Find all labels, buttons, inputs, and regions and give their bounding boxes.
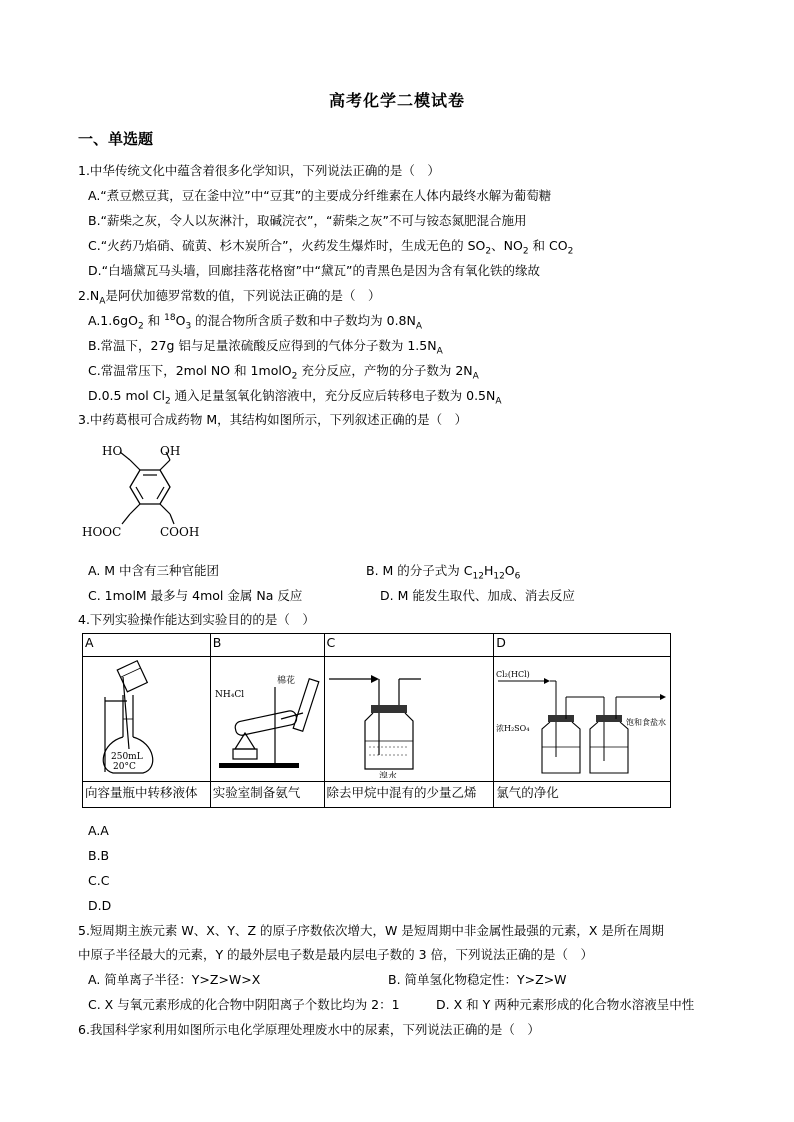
question-1-option-b: B.“薪柴之灰，令人以灰淋汁，取碱浣衣”，“薪柴之灰”不可与铵态氮肥混合施用 xyxy=(88,213,527,228)
cotton-label: 棉花 xyxy=(276,676,295,686)
apparatus-c-bromine-water xyxy=(324,657,494,782)
section-heading: 一、单选题 xyxy=(78,130,154,148)
experiment-table-header-row xyxy=(83,634,671,657)
question-1-option-c: C.“火药乃焰硝、硫黄、杉木炭所合”，火药发生爆炸时，生成无色的 $SO_2$、$NO_2$ 和 $CO_2$ xyxy=(88,238,574,257)
experiment-table xyxy=(82,633,671,808)
question-3-options-row-1 xyxy=(88,562,728,580)
molecule-m-structure xyxy=(80,440,220,540)
question-1-option-d: D.“白墙黛瓦马头墙，回廊挂落花格窗”中“黛瓦”的青黑色是因为含有氧化铁的缘故 xyxy=(88,263,541,278)
question-2-option-c: C.常温常压下，2mol NO 和 1molO$_2$ 充分反应，产物的分子数为 $2N_A$ xyxy=(88,363,479,382)
apparatus-a-volumetric-flask xyxy=(83,657,211,782)
caption-d: 氯气的净化 xyxy=(494,782,671,808)
question-3-option-c: C. 1molM 最多与 4mol 金属 Na 反应 xyxy=(88,588,303,603)
question-2-option-a: $A.1.6gO_2$ 和 $^{18}O_3$ 的混合物所含质子数和中子数均为 $0.8N_A$ xyxy=(88,312,423,332)
question-3-options-row-2 xyxy=(88,587,728,605)
molecule-label-oh: OH xyxy=(160,444,181,458)
molecule-label-cooh: COOH xyxy=(160,525,200,539)
question-3-stem: 3.中药葛根可合成药物 M，其结构如图所示，下列叙述正确的是（ ） xyxy=(78,412,468,427)
nh4cl-label: NH₄Cl xyxy=(214,690,244,700)
caption-b: 实验室制备氨气 xyxy=(210,782,324,808)
question-5-option-b: B. 简单氢化物稳定性：Y>Z>W xyxy=(388,972,567,987)
question-5-stem-line-2: 中原子半径最大的元素，Y 的最外层电子数是最内层电子数的 3 倍，下列说法正确的是（ ） xyxy=(78,947,594,962)
question-2-option-b: B.常温下，27g 铝与足量浓硫酸反应得到的气体分子数为 $1.5N_A$ xyxy=(88,338,443,357)
question-4-option-b: B.B xyxy=(88,848,110,863)
question-5-stem-line-1: 5.短周期主族元素 W、X、Y、Z 的原子序数依次增大，W 是短周期中非金属性最强的元素，X 是所在周期 xyxy=(78,923,664,938)
apparatus-b-ammonia xyxy=(210,657,324,782)
question-2-option-d: D.0.5 mol $Cl_2$ 通入足量氢氧化钠溶液中，充分反应后转移电子数为 $0.5N_A$ xyxy=(88,388,502,407)
table-header-c: C xyxy=(324,634,494,657)
chlorine-hcl-label: Cl₂(HCl) xyxy=(496,670,531,679)
question-5-option-a: A. 简单离子半径：Y>Z>W>X xyxy=(88,972,261,987)
molecule-label-ho: HO xyxy=(102,444,123,458)
question-6-stem: 6.我国科学家利用如图所示电化学原理处理废水中的尿素，下列说法正确的是（ ） xyxy=(78,1022,540,1037)
question-4-option-d: D.D xyxy=(88,898,112,913)
question-2-stem: $2.N_A$是阿伏加德罗常数的值，下列说法正确的是（ ） xyxy=(78,288,381,307)
question-5-option-d: D. X 和 Y 两种元素形成的化合物水溶液呈中性 xyxy=(436,997,695,1012)
bromine-water-label: 溴水 xyxy=(378,772,397,778)
question-1-stem: 1.中华传统文化中蕴含着很多化学知识，下列说法正确的是（ ） xyxy=(78,163,440,178)
question-3-option-a: A. M 中含有三种官能团 xyxy=(88,563,220,578)
apparatus-d-chlorine-purification xyxy=(494,657,671,782)
question-5-options-row-2 xyxy=(88,996,728,1014)
question-5-option-c: C. X 与氧元素形成的化合物中阴阳离子个数比均为 2：1 xyxy=(88,997,400,1012)
experiment-table-caption-row xyxy=(83,782,671,808)
question-4-option-c: C.C xyxy=(88,873,110,888)
caption-c: 除去甲烷中混有的少量乙烯 xyxy=(324,782,494,808)
caption-a: 向容量瓶中转移液体 xyxy=(83,782,211,808)
page-title: 高考化学二模试卷 xyxy=(328,91,465,110)
question-3-option-d: D. M 能发生取代、加成、消去反应 xyxy=(380,588,575,603)
table-header-d: D xyxy=(494,634,671,657)
flask-temp-label: 20°C xyxy=(113,762,136,772)
table-header-a: A xyxy=(83,634,211,657)
saturated-brine-label: 饱和食盐水 xyxy=(626,718,667,727)
experiment-table-image-row xyxy=(83,657,671,782)
question-3-option-b: B. M 的分子式为 $C_{12}H_{12}O_6$ xyxy=(366,563,521,582)
question-1-option-a: A.“煮豆燃豆萁，豆在釜中泣”中“豆萁”的主要成分纤维素在人体内最终水解为葡萄糖 xyxy=(88,188,552,203)
sulfuric-acid-label: 浓H₂SO₄ xyxy=(496,724,530,733)
question-4-option-a: A.A xyxy=(88,823,109,838)
flask-volume-label: 250mL xyxy=(111,752,143,762)
question-4-stem: 4.下列实验操作能达到实验目的的是（ ） xyxy=(78,612,315,627)
molecule-label-hooc: HOOC xyxy=(82,525,122,539)
question-5-options-row-1 xyxy=(88,971,728,989)
table-header-b: B xyxy=(210,634,324,657)
